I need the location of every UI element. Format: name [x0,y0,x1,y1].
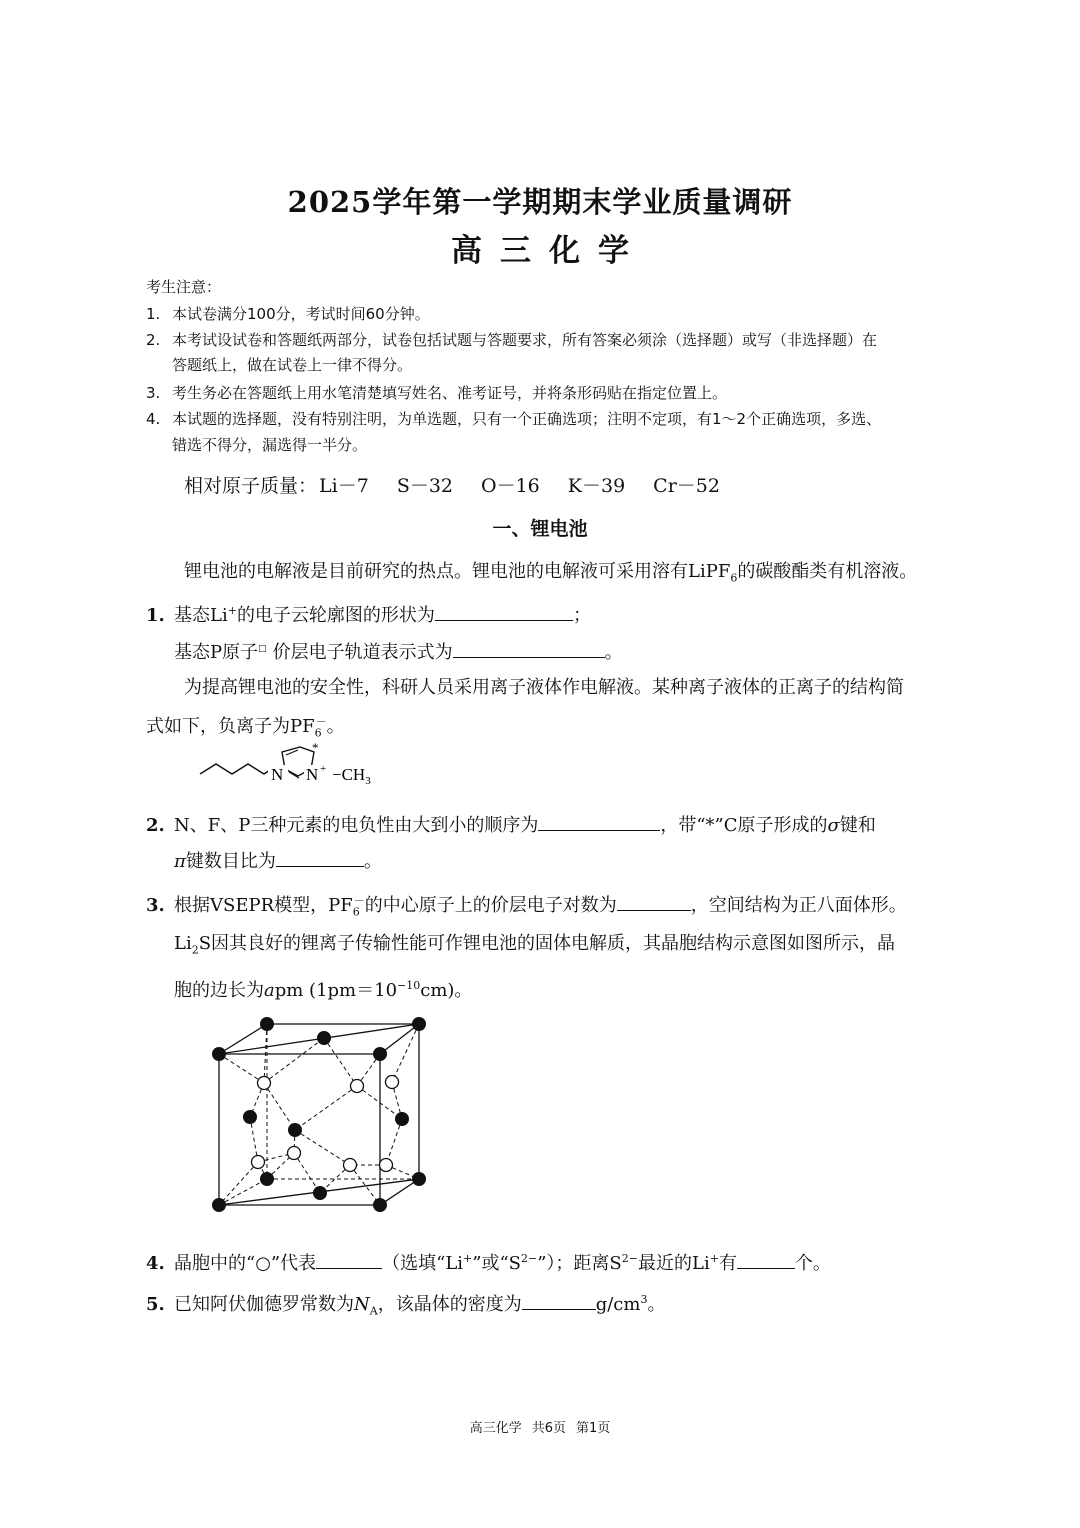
li2s-line-2 [174,974,472,1003]
question-3 [146,889,907,925]
superscript: － [315,715,327,728]
question-text: 的电子云轮廓图的形状为 [236,605,435,626]
question-text: ； [572,605,591,626]
solid-atom [313,1186,327,1200]
question-text: （选填“Li [382,1253,464,1274]
variable-a: a [264,980,275,1001]
intro-text: 锂电池的电解液是目前研究的热点。锂电池的电解液可采用溶有LiPF [184,561,731,582]
question-text: S因其良好的锂离子传输性能可作锂电池的固体电解质，其晶胞结构示意图如图所示，晶 [198,933,896,954]
notice-item-number: 2. [146,331,161,349]
notice-item-4 [146,408,881,429]
notice-item-1 [146,303,430,324]
notice-item-2-cont: 答题纸上，做在试卷上一律不得分。 [172,356,413,374]
footer-total-pages: 共6页 [531,1421,566,1436]
solid-atom [412,1017,426,1031]
question-text: 已知阿伏伽德罗常数为 [174,1294,354,1315]
solid-atom [260,1017,274,1031]
atomic-mass-item: K－39 [567,475,626,497]
notice-item-text: 本试题的选择题，没有特别注明，为单选题，只有一个正确选项；注明不定项，有1～2个正确选项，多选、 [172,410,882,428]
question-text: cm)。 [420,980,473,1001]
hollow-atom [380,1159,393,1172]
question-text: 晶胞中的“○”代表 [174,1253,317,1274]
notice-item-number: 1. [146,305,161,323]
solid-atom [243,1110,257,1124]
methyl-label: $-CH_3$ [332,765,371,787]
question-5 [146,1288,665,1324]
atomic-mass-item: O－16 [481,475,540,497]
superscript: □ [258,644,267,654]
plus-label: + [320,763,327,775]
notice-item-2 [146,329,877,350]
exam-subject: 高三化学 [451,233,647,269]
question-text: pm (1pm＝10 [274,980,398,1001]
atomic-mass-label: 相对原子质量： [184,475,318,497]
question-text: 。 [647,1294,666,1315]
intro-subscript: 6 [730,571,738,585]
question-number: 4. [146,1253,165,1274]
question-text: 键和 [839,815,876,836]
n2-label: N [306,765,319,784]
sigma-symbol: σ [827,815,840,836]
question-number: 2. [146,815,165,836]
question-text: 最近的Li [638,1253,710,1274]
notice-item-number: 3. [146,384,161,402]
subscript: 6 [314,726,322,740]
notice-heading: 考生注意： [146,278,222,296]
question-text: 。 [326,716,345,737]
solid-atom [373,1198,387,1212]
hollow-atom [252,1156,265,1169]
superscript: － [353,894,365,907]
li2s-line-1 [174,932,895,963]
answer-blank[interactable] [435,602,573,621]
question-4 [146,1247,831,1276]
question-text: 胞的边长为 [174,980,264,1001]
question-1-b [174,637,623,665]
solid-atom [373,1047,387,1061]
section-intro [184,560,917,591]
footer-subject: 高三化学 [469,1421,522,1436]
hollow-atom [344,1159,357,1172]
question-text: 价层电子轨道表示式为 [272,642,453,663]
notice-item-number: 4. [146,410,161,428]
question-number: 1. [146,605,165,626]
li2s-unit-cell-diagram [200,1010,440,1220]
question-1-a [146,599,591,628]
variable-na: N [354,1294,370,1315]
superscript: + [709,1252,719,1265]
solid-atom [395,1112,409,1126]
atomic-mass-item: S－32 [396,475,454,497]
question-text: 式如下，负离子为PF [146,716,315,737]
question-text: N、F、P三种元素的电负性由大到小的顺序为 [174,815,539,836]
question-text: 键数目比为 [185,851,276,872]
question-2-b [174,848,382,874]
notice-item-4-cont: 错选不得分，漏选得一半分。 [172,436,368,454]
solid-atom [288,1123,302,1137]
hollow-atom [258,1077,271,1090]
star-label: * [312,740,319,755]
answer-blank[interactable] [316,1250,382,1269]
exam-title: 2025学年第一学期期末学业质量调研 [287,185,793,219]
atomic-mass-item: Cr－52 [653,475,720,497]
page-footer [0,1417,1080,1436]
solid-atom [317,1031,331,1045]
answer-blank[interactable] [617,892,691,911]
question-text: ”或“S [472,1253,522,1274]
question-text: ，空间结构为正八面体形。 [690,895,907,916]
superscript: 2− [521,1252,538,1265]
question-text: Li [174,933,192,954]
hollow-atoms [252,1076,399,1172]
solid-atom [260,1172,274,1186]
answer-blank[interactable] [453,639,605,658]
subscript: 2 [191,943,199,957]
answer-blank[interactable] [522,1291,596,1310]
superscript: + [463,1252,473,1265]
notice-item-text: 本试卷满分100分，考试时间60分钟。 [172,305,430,323]
ionic-liquid-line-1: 为提高锂电池的安全性，科研人员采用离子液体作电解液。某种离子液体的正离子的结构简 [184,677,904,698]
question-text: 。 [363,851,382,872]
answer-blank[interactable] [276,848,364,867]
superscript: 2− [621,1252,638,1265]
question-text: g/cm [595,1294,641,1315]
question-text: 个。 [794,1253,831,1274]
atomic-mass-line [184,471,748,498]
superscript: + [227,604,237,617]
question-text: ”）；距离S [537,1253,622,1274]
answer-blank[interactable] [737,1250,795,1269]
intro-text: 的碳酸酯类有机溶液。 [737,561,918,582]
question-text: ，带“*”C原子形成的 [660,815,828,836]
hollow-atom [386,1076,399,1089]
question-text: 基态Li [174,605,228,626]
pi-symbol: π [174,851,186,872]
notice-item-text: 考生务必在答题纸上用水笔清楚填写姓名、准考证号，并将条形码贴在指定位置上。 [172,384,728,402]
question-text: 的中心原子上的价层电子对数为 [364,895,617,916]
n1-label: N [271,765,284,784]
imidazolium-structure [196,740,406,800]
solid-atom [212,1198,226,1212]
question-text: ，该晶体的密度为 [377,1294,522,1315]
footer-page-number: 第1页 [576,1421,611,1436]
question-text: 有 [718,1253,737,1274]
question-text: 基态P原子 [174,642,259,663]
subscript: 6 [352,905,360,919]
notice-item-text: 本考试设试卷和答题纸两部分，试卷包括试题与答题要求，所有答案必须涂（选择题）或写（非选择题）在 [172,331,878,349]
question-text: 根据VSEPR模型，PF [174,895,353,916]
question-number: 3. [146,895,165,916]
hollow-atom [351,1080,364,1093]
question-2-a [146,812,876,838]
solid-atom [212,1047,226,1061]
question-number: 5. [146,1294,165,1315]
superscript: 3 [640,1293,648,1306]
notice-item-3 [146,382,727,403]
solid-atom [412,1172,426,1186]
superscript: −10 [397,979,421,992]
subscript: A [369,1304,378,1318]
section-title: 一、锂电池 [492,518,588,540]
answer-blank[interactable] [538,812,660,831]
question-text: 。 [604,642,623,663]
atomic-mass-item: Li－7 [319,475,369,497]
butyl-chain [200,764,270,774]
hollow-atom [288,1147,301,1160]
